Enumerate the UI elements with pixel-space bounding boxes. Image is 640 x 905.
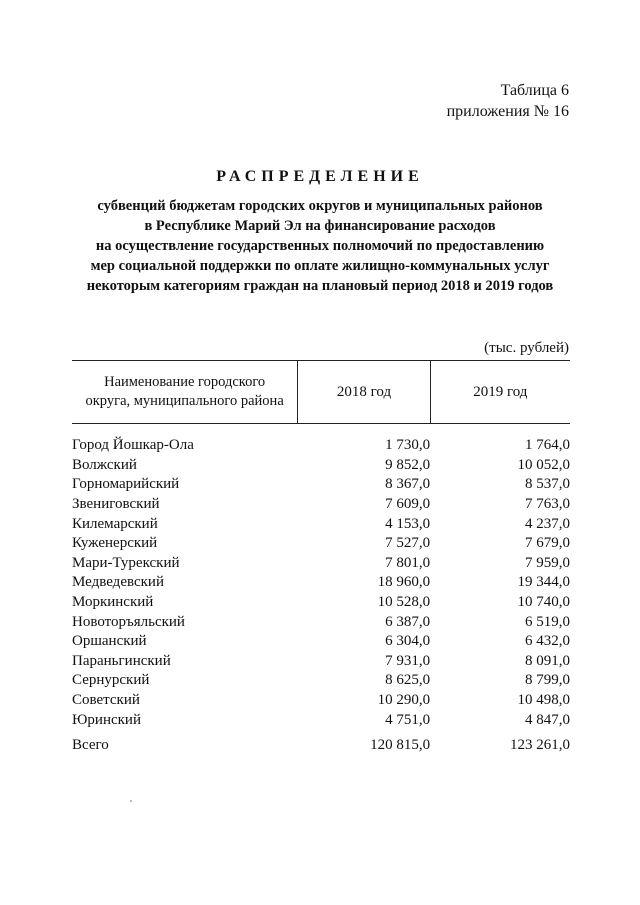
units-label: (тыс. рублей) (484, 340, 569, 356)
total-2018: 120 815,0 (370, 737, 431, 754)
table-row (72, 456, 570, 476)
value-2019: 1 764,0 (525, 437, 570, 454)
district-name: Звениговский (72, 496, 160, 513)
value-2018: 8 625,0 (385, 672, 431, 689)
district-name: Оршанский (72, 633, 147, 650)
subtitle-line: мер социальной поддержки по оплате жилищно-коммунальных услуг (90, 258, 550, 274)
value-2018: 8 367,0 (385, 476, 431, 493)
document-subtitle (60, 196, 580, 296)
table-row (72, 514, 570, 534)
value-2018: 1 730,0 (385, 437, 431, 454)
value-2019: 8 799,0 (525, 672, 570, 689)
table-body (72, 424, 570, 756)
total-label: Всего (72, 737, 109, 754)
value-2018: 4 751,0 (385, 711, 431, 728)
district-name: Новоторъяльский (72, 613, 185, 630)
value-2019: 8 091,0 (525, 652, 570, 669)
table-row (72, 691, 570, 711)
table-row (72, 593, 570, 613)
subtitle-line: в Республике Марий Эл на финансирование расходов (144, 218, 496, 234)
table-row (72, 652, 570, 672)
table-row (72, 436, 570, 456)
distribution-table (72, 360, 570, 756)
subtitle-line: субвенций бюджетам городских округов и муниципальных районов (97, 198, 543, 214)
column-header-2018: 2018 год (298, 361, 430, 424)
value-2018: 7 527,0 (385, 535, 431, 552)
value-2019: 7 959,0 (525, 554, 570, 571)
value-2019: 10 498,0 (517, 692, 570, 709)
district-name: Параньгинский (72, 652, 171, 669)
value-2018: 7 931,0 (385, 652, 431, 669)
district-name: Советский (72, 692, 140, 709)
table-row (72, 475, 570, 495)
value-2019: 10 052,0 (517, 456, 570, 473)
table-reference (447, 80, 569, 122)
value-2019: 4 847,0 (525, 711, 570, 728)
district-name: Мари-Турекский (72, 554, 180, 571)
value-2019: 6 432,0 (525, 633, 570, 650)
total-2019: 123 261,0 (510, 737, 570, 754)
value-2018: 6 387,0 (385, 613, 431, 630)
table-spacer (72, 424, 570, 437)
document-title: РАСПРЕДЕЛЕНИЕ (216, 168, 424, 185)
total-row (72, 730, 570, 756)
value-2018: 7 609,0 (385, 496, 431, 513)
value-2018: 4 153,0 (385, 515, 431, 532)
value-2019: 6 519,0 (525, 613, 570, 630)
table-row (72, 710, 570, 730)
district-name: Куженерский (72, 535, 158, 552)
table-row (72, 612, 570, 632)
column-header-name (72, 361, 298, 424)
column-header-name-line1: Наименование городского (104, 374, 266, 390)
value-2019: 7 763,0 (525, 496, 570, 513)
value-2019: 19 344,0 (517, 574, 570, 591)
column-header-2019: 2019 год (430, 361, 570, 424)
table-row (72, 632, 570, 652)
value-2018: 10 528,0 (377, 594, 431, 611)
district-name: Горномарийский (72, 476, 180, 493)
value-2019: 4 237,0 (525, 515, 570, 532)
subtitle-line: некоторым категориям граждан на плановый период 2018 и 2019 годов (86, 278, 554, 294)
district-name: Моркинский (72, 594, 154, 611)
district-name: Юринский (72, 711, 141, 728)
data-table (72, 360, 570, 756)
column-header-name-line2: округа, муниципального района (85, 393, 284, 409)
district-name: Медведевский (72, 574, 164, 591)
subtitle-line: на осуществление государственных полномочий по предоставлению (95, 238, 545, 254)
spacer-cell (72, 424, 570, 437)
value-2019: 7 679,0 (525, 535, 570, 552)
table-row (72, 495, 570, 515)
district-name: Город Йошкар-Ола (72, 437, 194, 454)
table-header-row (72, 361, 570, 424)
table-number: Таблица 6 (500, 82, 569, 99)
value-2018: 10 290,0 (377, 692, 431, 709)
value-2018: 7 801,0 (385, 554, 431, 571)
value-2019: 10 740,0 (517, 594, 570, 611)
table-row (72, 573, 570, 593)
district-name: Волжский (72, 456, 137, 473)
value-2019: 8 537,0 (525, 476, 570, 493)
table-row (72, 534, 570, 554)
value-2018: 18 960,0 (377, 574, 431, 591)
appendix-number: приложения № 16 (446, 103, 569, 120)
district-name: Килемарский (72, 515, 158, 532)
value-2018: 9 852,0 (385, 456, 431, 473)
district-name: Сернурский (72, 672, 150, 689)
value-2018: 6 304,0 (385, 633, 431, 650)
table-row (72, 671, 570, 691)
table-row (72, 554, 570, 574)
scan-speck (130, 800, 132, 802)
